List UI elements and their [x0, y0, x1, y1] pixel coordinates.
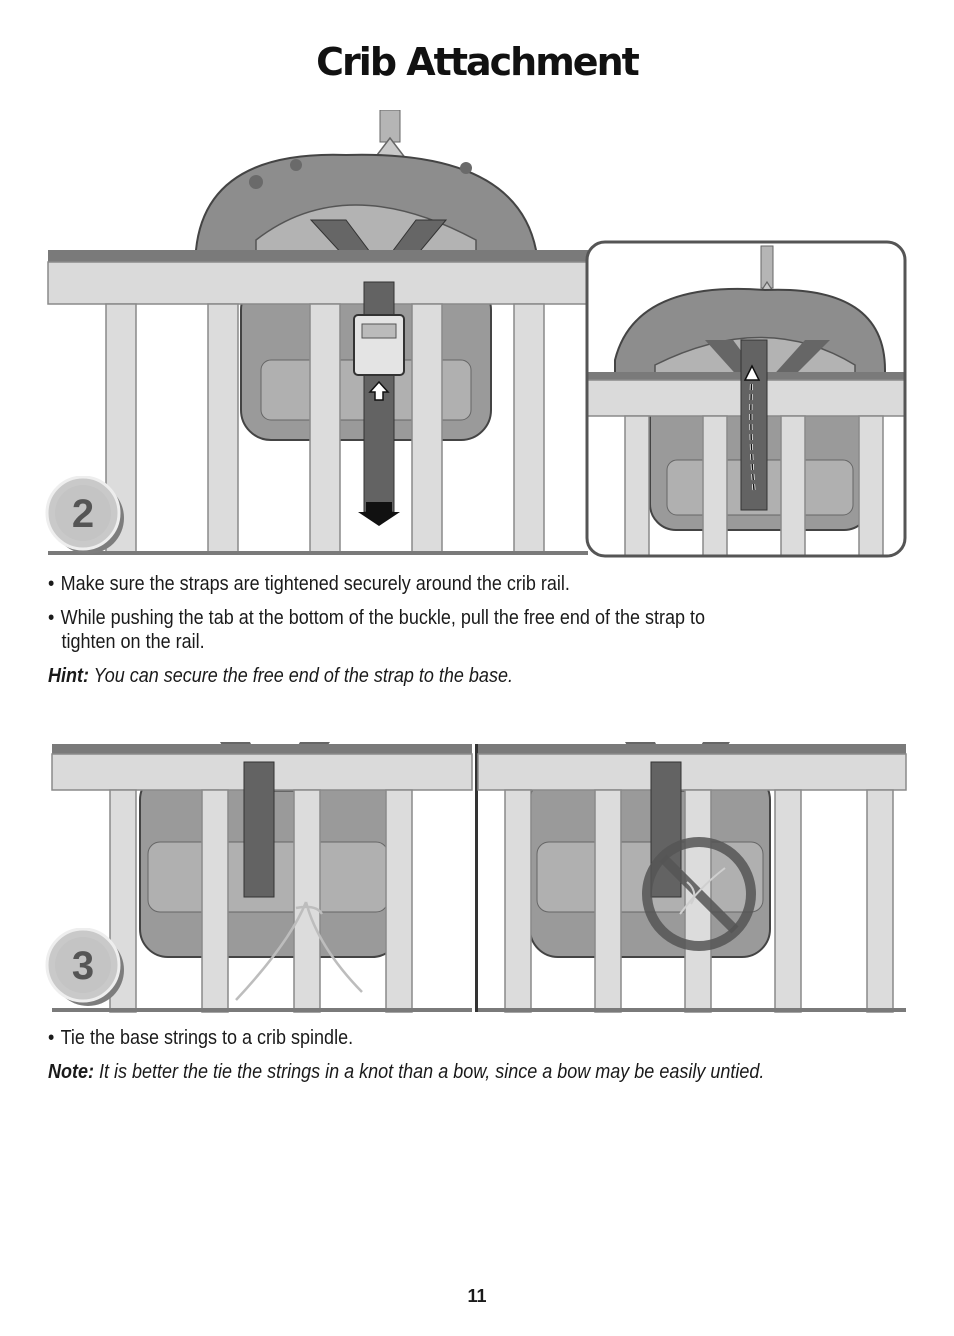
step2-inset-illustration: [585, 240, 907, 560]
step-2-badge: [44, 476, 134, 558]
step3-note: [48, 1060, 912, 1084]
step2-bullet-2: • While pushing the tab at the bottom of the buckle, pull the free end of the strap to tighten on the rail.: [48, 606, 858, 654]
hint-text: You can secure the free end of the strap to the base.: [93, 665, 513, 687]
step-3-number: 3: [71, 944, 95, 988]
step-3-badge: [44, 928, 134, 1010]
step2-bullet-1: • Make sure the straps are tightened securely around the crib rail.: [48, 573, 570, 595]
step2-bullet-2-text: While pushing the tab at the bottom of the buckle, pull the free end of the strap to: [60, 607, 706, 629]
hint-label: Hint:: [48, 665, 89, 687]
note-label: Note:: [48, 1061, 94, 1083]
step-2-number: 2: [71, 492, 95, 536]
page-number: 11: [467, 1286, 487, 1306]
step2-hint: [48, 664, 912, 688]
step3-right-illustration: [475, 742, 908, 1014]
step3-bullet-1-text: Tie the base strings to a crib spindle.: [60, 1027, 354, 1049]
page-title: Crib Attachment: [316, 40, 638, 84]
step2-bullet-2-continuation: tighten on the rail.: [61, 631, 205, 653]
step3-bullet-1: • Tie the base strings to a crib spindle.: [48, 1027, 354, 1049]
step2-bullet-1-text: Make sure the straps are tightened securely around the crib rail.: [60, 573, 570, 595]
note-text: It is better the tie the strings in a knot than a bow, since a bow may be easily untied.: [99, 1061, 765, 1083]
